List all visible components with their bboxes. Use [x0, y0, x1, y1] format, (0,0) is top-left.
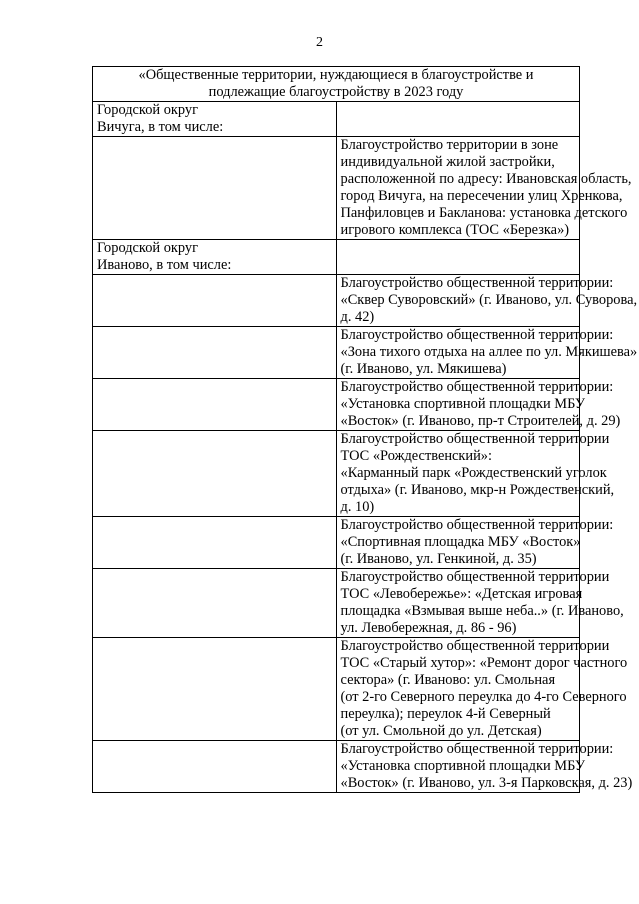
territory-description-cell — [336, 137, 632, 240]
territory-description-line: город Вичуга, на пересечении улиц Хренкова, — [340, 188, 623, 204]
territory-description-cell — [336, 741, 633, 793]
territory-description-line: индивидуальной жилой застройки, — [340, 154, 555, 170]
territory-description-cell — [336, 102, 580, 137]
territory-description-line: (от ул. Смольной до ул. Детская) — [340, 723, 542, 739]
territory-description-line: «Восток» (г. Иваново, пр-т Строителей, д. 29) — [340, 413, 621, 429]
table-row — [93, 517, 580, 569]
district-cell — [93, 431, 337, 517]
district-cell — [93, 569, 337, 638]
territory-description-line: «Восток» (г. Иваново, ул. 3-я Парковская, д. 23) — [340, 775, 633, 791]
territory-description-line: (г. Иваново, ул. Генкиной, д. 35) — [340, 551, 537, 567]
table-header-row — [93, 67, 580, 102]
territory-description-line: расположенной по адресу: Ивановская область, — [340, 171, 632, 187]
table-row — [93, 102, 580, 137]
table-title-line: подлежащие благоустройству в 2023 году — [208, 84, 464, 100]
territory-description-line: отдыха» (г. Иваново, мкр-н Рождественский, — [340, 482, 615, 498]
territory-description-cell — [336, 431, 615, 517]
table-row — [93, 137, 580, 240]
territory-description-line: (г. Иваново, ул. Мякишева) — [340, 361, 507, 377]
territory-description-line: «Карманный парк «Рождественский уголок — [340, 465, 607, 481]
territory-description-cell — [336, 379, 621, 431]
district-name-line: Городской округ — [97, 102, 198, 118]
territory-description-line: Благоустройство общественной территории: — [340, 275, 614, 291]
table-row — [93, 569, 580, 638]
territory-description-line: Панфиловцев и Бакланова: установка детского — [340, 205, 628, 221]
district-name-line: Вичуга, в том числе: — [97, 119, 224, 135]
territory-description-line: игрового комплекса (ТОС «Березка») — [340, 222, 570, 238]
territory-description-line: ТОС «Старый хутор»: «Ремонт дорог частного — [340, 655, 628, 671]
territory-description-line: ТОС «Рождественский»: — [340, 448, 493, 464]
district-cell — [93, 327, 337, 379]
district-cell — [93, 102, 337, 137]
territory-description-line: «Спортивная площадка МБУ «Восток» — [340, 534, 581, 550]
territory-description-line: «Установка спортивной площадки МБУ — [340, 396, 586, 412]
district-cell — [93, 275, 337, 327]
territory-description-line: ТОС «Левобережье»: «Детская игровая — [340, 586, 583, 602]
district-name-line: Городской округ — [97, 240, 198, 256]
table-title — [93, 67, 580, 102]
district-cell — [93, 137, 337, 240]
territory-description-cell — [336, 569, 624, 638]
territory-description-line: Благоустройство общественной территории — [340, 638, 610, 654]
territory-description-cell — [336, 327, 638, 379]
page-number: 2 — [316, 35, 323, 50]
territory-description-line: д. 42) — [340, 309, 375, 325]
district-cell — [93, 240, 337, 275]
territory-description-cell — [336, 275, 638, 327]
table-row — [93, 240, 580, 275]
territory-description-line: Благоустройство общественной территории — [340, 569, 610, 585]
table-row — [93, 638, 580, 741]
territory-description-line: Благоустройство территории в зоне — [340, 137, 559, 153]
table-row — [93, 275, 580, 327]
district-cell — [93, 741, 337, 793]
table-title-line: «Общественные территории, нуждающиеся в благоустройстве и — [138, 67, 534, 83]
territories-table — [92, 66, 638, 793]
district-cell — [93, 517, 337, 569]
territory-description-line: сектора» (г. Иваново: ул. Смольная — [340, 672, 556, 688]
territory-description-line: Благоустройство общественной территории: — [340, 327, 614, 343]
territory-description-line: (от 2-го Северного переулка до 4-го Северного — [340, 689, 627, 705]
district-name-line: Иваново, в том числе: — [97, 257, 232, 273]
territory-description-line: Благоустройство общественной территории: — [340, 517, 614, 533]
territory-description-line: «Сквер Суворовский» (г. Иваново, ул. Суворова, — [340, 292, 638, 308]
territory-description-cell — [336, 517, 614, 569]
territory-description-line: переулка); переулок 4-й Северный — [340, 706, 551, 722]
territory-description-line: «Зона тихого отдыха на аллее по ул. Мякишева» — [340, 344, 638, 360]
table-row — [93, 431, 580, 517]
table-row — [93, 379, 580, 431]
territory-description-cell — [336, 240, 580, 275]
territory-description-line: Благоустройство общественной территории — [340, 431, 610, 447]
district-cell — [93, 379, 337, 431]
territory-description-line: площадка «Взмывая выше неба..» (г. Иваново, — [340, 603, 624, 619]
territory-description-line: д. 10) — [340, 499, 375, 515]
table-row — [93, 327, 580, 379]
territory-description-line: ул. Левобережная, д. 86 - 96) — [340, 620, 517, 636]
table-row — [93, 741, 580, 793]
territory-description-line: «Установка спортивной площадки МБУ — [340, 758, 586, 774]
district-cell — [93, 638, 337, 741]
territory-description-line: Благоустройство общественной территории: — [340, 741, 614, 757]
territory-description-cell — [336, 638, 628, 741]
territory-description-line: Благоустройство общественной территории: — [340, 379, 614, 395]
